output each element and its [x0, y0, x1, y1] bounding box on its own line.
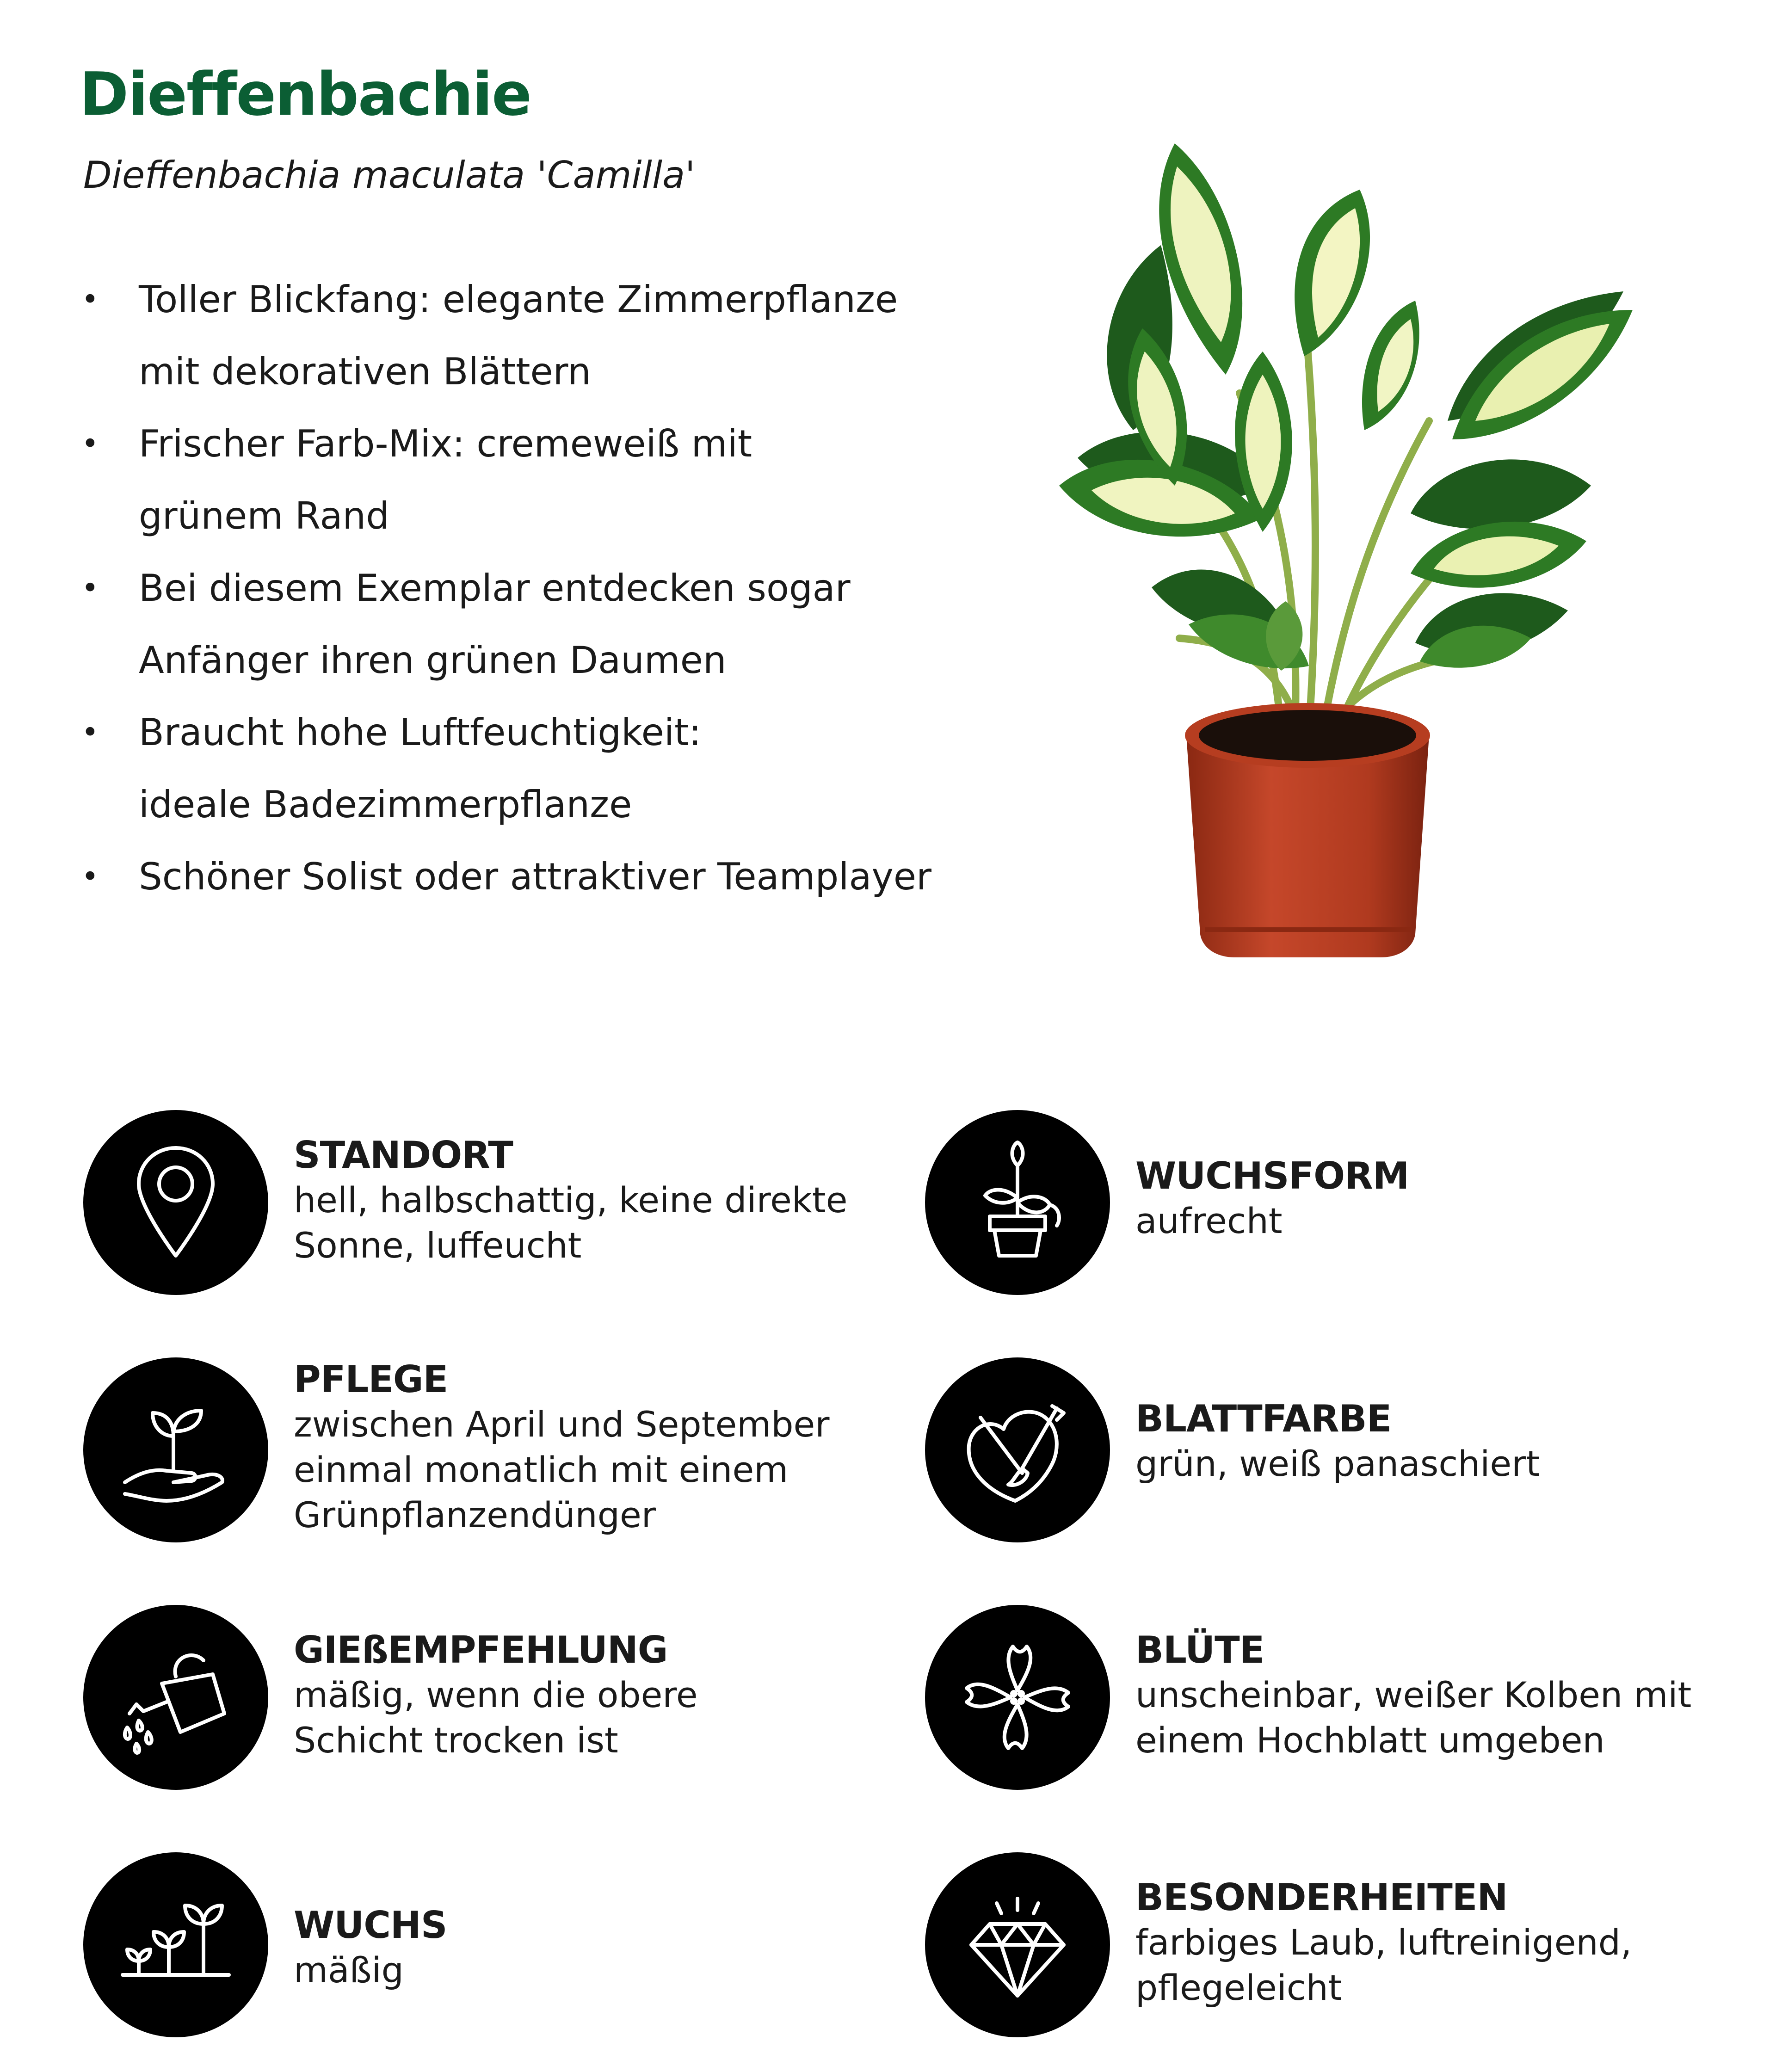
property-value: einem Hochblatt umgeben [1135, 1720, 1605, 1761]
property-value: farbiges Laub, luftreinigend, [1135, 1922, 1632, 1963]
property-label: BLATTFARBE [1135, 1397, 1392, 1440]
page-title: Dieffenbachie [80, 60, 531, 129]
plant-photo [1022, 134, 1642, 980]
leaf-brush-icon [925, 1357, 1110, 1542]
feature-line: Toller Blickfang: elegante Zimmerpflanze [139, 278, 898, 321]
feature-item [74, 841, 934, 913]
feature-item [74, 480, 934, 552]
property-blattfarbe [925, 1357, 1711, 1552]
feature-item [74, 624, 934, 697]
property-label: WUCHSFORM [1135, 1154, 1409, 1197]
bullet: • [81, 571, 99, 605]
property-label: GIEßEMPFEHLUNG [294, 1628, 668, 1671]
property-value: mäßig, wenn die obere [294, 1674, 698, 1715]
feature-line: Schöner Solist oder attraktiver Teamplayer [139, 855, 931, 898]
property-value: grün, weiß panaschiert [1135, 1443, 1540, 1484]
property-value: hell, halbschattig, keine direkte [294, 1179, 848, 1221]
feature-item [74, 697, 934, 769]
hand-sprout-icon [83, 1357, 268, 1542]
property-value: unscheinbar, weißer Kolben mit [1135, 1674, 1692, 1715]
bullet: • [81, 283, 99, 317]
botanical-name: Dieffenbachia maculata 'Camilla' [83, 154, 696, 197]
potted-plant-icon [925, 1110, 1110, 1295]
property-label: BESONDERHEITEN [1135, 1876, 1508, 1919]
property-label: BLÜTE [1135, 1628, 1264, 1671]
diamond-icon [925, 1852, 1110, 2037]
feature-line: Anfänger ihren grünen Daumen [139, 639, 727, 682]
flower-icon [925, 1605, 1110, 1790]
property-value: einmal monatlich mit einem [294, 1449, 789, 1490]
feature-item [74, 408, 934, 480]
feature-list [74, 264, 934, 913]
bullet: • [81, 427, 99, 461]
property-wuchsform [925, 1110, 1711, 1304]
feature-item [74, 336, 934, 408]
feature-line: Bei diesem Exemplar entdecken sogar [139, 567, 851, 610]
property-label: WUCHS [294, 1904, 447, 1947]
feature-item [74, 769, 934, 841]
property-wuchs [83, 1852, 870, 2047]
property-value: Sonne, luffeucht [294, 1225, 582, 1266]
property-value: Grünpflanzendünger [294, 1494, 656, 1536]
property-besonderheiten [925, 1852, 1711, 2047]
watering-can-icon [83, 1605, 268, 1790]
property-standort [83, 1110, 870, 1304]
feature-line: grünem Rand [139, 494, 389, 537]
property-value: Schicht trocken ist [294, 1720, 618, 1761]
property-pflege [83, 1357, 870, 1552]
properties-grid [83, 1110, 1702, 2035]
location-pin-icon [83, 1110, 268, 1295]
property-value: pflegeleicht [1135, 1967, 1342, 2008]
bullet: • [81, 715, 99, 750]
property-value: zwischen April und September [294, 1404, 830, 1445]
bullet: • [81, 860, 99, 894]
feature-item [74, 552, 934, 624]
property-label: PFLEGE [294, 1358, 448, 1401]
seedlings-icon [83, 1852, 268, 2037]
property-value: aufrecht [1135, 1200, 1283, 1241]
feature-line: mit dekorativen Blättern [139, 350, 591, 393]
property-bluete [925, 1605, 1711, 1799]
feature-line: ideale Badezimmerpflanze [139, 783, 632, 826]
feature-item [74, 264, 934, 336]
feature-line: Frischer Farb-Mix: cremeweiß mit [139, 422, 752, 465]
property-value: mäßig [294, 1949, 404, 1991]
property-giessempfehlung [83, 1605, 870, 1799]
feature-line: Braucht hohe Luftfeuchtigkeit: [139, 711, 702, 754]
property-label: STANDORT [294, 1134, 513, 1177]
